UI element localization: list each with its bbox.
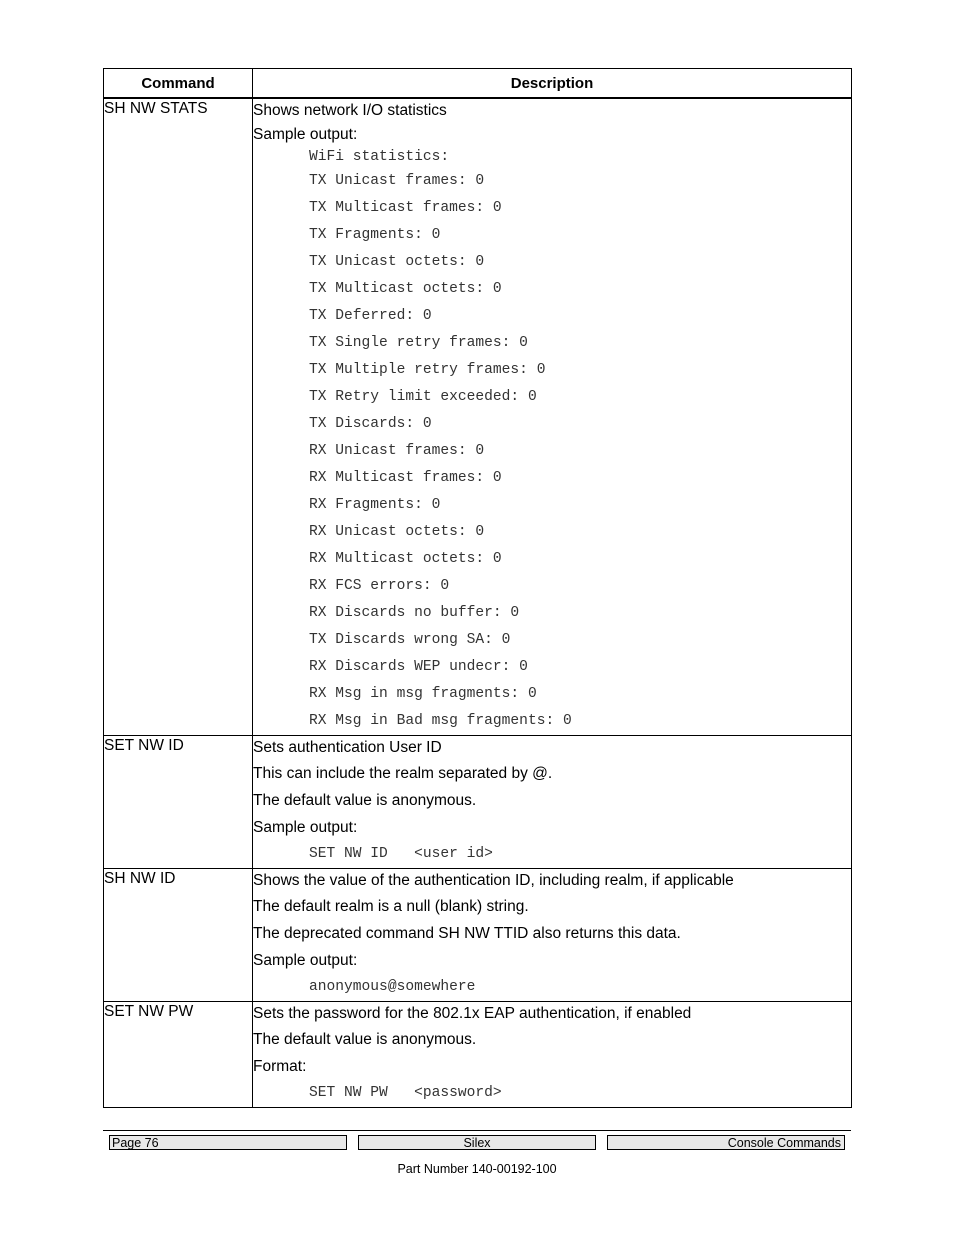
description-line: The default value is anonymous. — [253, 1031, 477, 1048]
sample-output-line: SET NW ID <user id> — [309, 846, 493, 862]
description-line: Sets the password for the 802.1x EAP authentication, if enabled — [253, 1005, 692, 1022]
sample-output-line: RX Discards WEP undecr: 0 — [309, 659, 528, 675]
command-description — [253, 1002, 852, 1108]
command-description — [253, 736, 852, 869]
sample-output-line: TX Fragments: 0 — [309, 227, 441, 243]
command-name: SH NW STATS — [104, 98, 253, 736]
footer-company: Silex — [358, 1135, 596, 1150]
command-description — [253, 869, 852, 1002]
commands-table — [103, 68, 852, 1108]
table-row — [104, 869, 852, 1002]
sample-output-line: TX Multicast octets: 0 — [309, 281, 502, 297]
table-row — [104, 1002, 852, 1108]
description-line: Sample output: — [253, 952, 358, 969]
sample-output-line: RX FCS errors: 0 — [309, 578, 450, 594]
command-name: SET NW PW — [104, 1002, 253, 1108]
sample-output-line: RX Discards no buffer: 0 — [309, 605, 520, 621]
description-line: The deprecated command SH NW TTID also returns this data. — [253, 925, 681, 942]
table-row — [104, 736, 852, 869]
description-line: This can include the realm separated by @. — [253, 765, 553, 782]
command-name: SET NW ID — [104, 736, 253, 869]
command-column-header: Command — [104, 69, 253, 99]
sample-output-line: RX Unicast frames: 0 — [309, 443, 485, 459]
sample-output-line: RX Multicast octets: 0 — [309, 551, 502, 567]
sample-output-line: TX Single retry frames: 0 — [309, 335, 528, 351]
footer-rule — [103, 1130, 851, 1131]
sample-output-line: TX Unicast frames: 0 — [309, 173, 485, 189]
description-column-header: Description — [253, 69, 852, 99]
description-line: Sample output: — [253, 819, 358, 836]
sample-output-line: WiFi statistics: — [309, 149, 450, 165]
sample-output-line: RX Msg in msg fragments: 0 — [309, 686, 537, 702]
sample-output-line: TX Multicast frames: 0 — [309, 200, 502, 216]
description-line: Shows the value of the authentication ID, including realm, if applicable — [253, 872, 734, 889]
footer-part-number: Part Number 140-00192-100 — [397, 1162, 557, 1176]
table-header-row — [104, 69, 852, 99]
sample-output-line: TX Multiple retry frames: 0 — [309, 362, 546, 378]
sample-output-line: RX Multicast frames: 0 — [309, 470, 502, 486]
sample-output-line: SET NW PW <password> — [309, 1085, 502, 1101]
description-line: Sample output: — [253, 126, 358, 143]
sample-output-line: RX Msg in Bad msg fragments: 0 — [309, 713, 572, 729]
table-row — [104, 98, 852, 736]
description-line: The default realm is a null (blank) string. — [253, 898, 529, 915]
sample-output-line: TX Unicast octets: 0 — [309, 254, 485, 270]
sample-output-line: TX Discards: 0 — [309, 416, 432, 432]
sample-output-line: TX Discards wrong SA: 0 — [309, 632, 511, 648]
sample-output-line: TX Retry limit exceeded: 0 — [309, 389, 537, 405]
footer-section: Console Commands — [607, 1135, 845, 1150]
footer-page-number: Page 76 — [109, 1135, 347, 1150]
description-line: Format: — [253, 1058, 307, 1075]
sample-output-line: TX Deferred: 0 — [309, 308, 432, 324]
command-name: SH NW ID — [104, 869, 253, 1002]
description-line: The default value is anonymous. — [253, 792, 477, 809]
command-description — [253, 98, 852, 736]
sample-output-line: anonymous@somewhere — [309, 979, 476, 995]
sample-output-line: RX Fragments: 0 — [309, 497, 441, 513]
sample-output-line: RX Unicast octets: 0 — [309, 524, 485, 540]
description-line: Sets authentication User ID — [253, 739, 442, 756]
description-line: Shows network I/O statistics — [253, 102, 447, 119]
